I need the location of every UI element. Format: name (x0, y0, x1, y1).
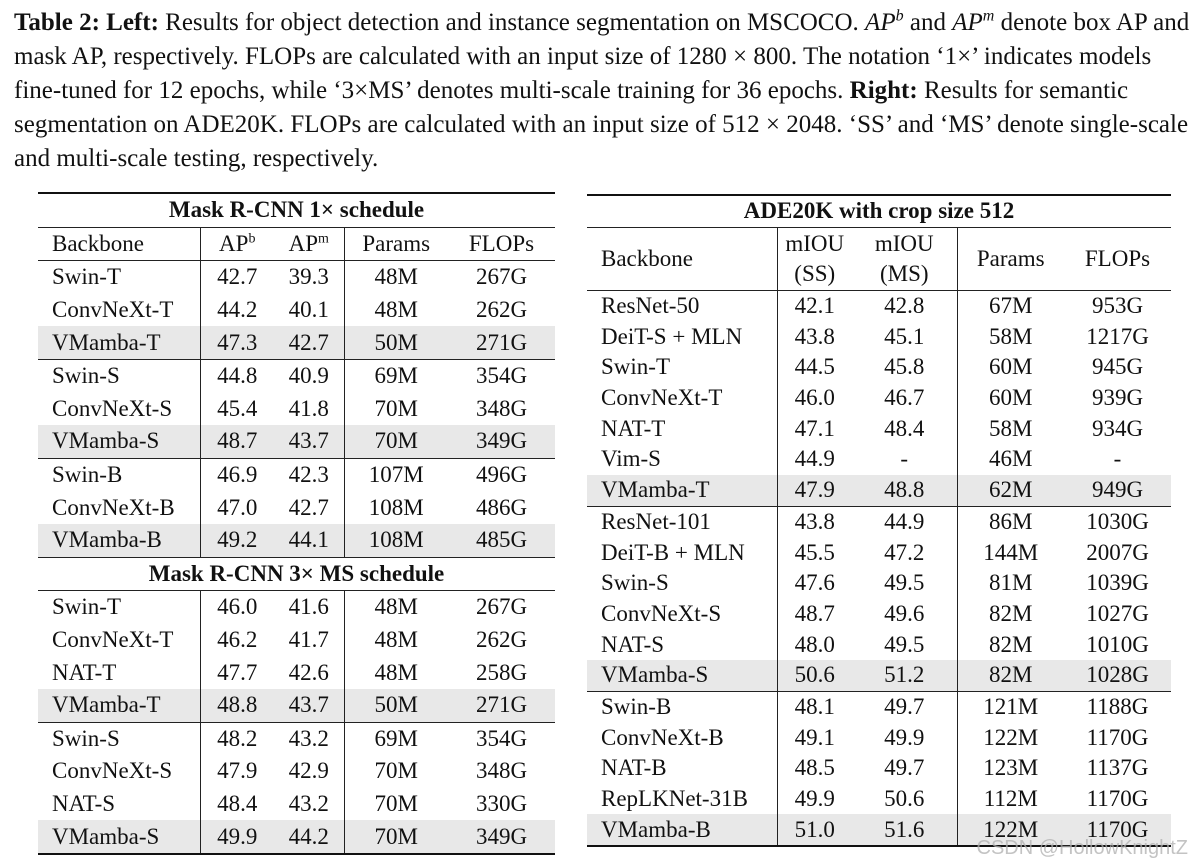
table-caption (14, 6, 1192, 176)
backbone-cell: NAT-S (587, 629, 777, 660)
value-cell: 49.5 (852, 568, 957, 599)
backbone-cell: ConvNeXt-T (38, 624, 200, 657)
value-cell: 348G (475, 395, 528, 421)
caption-left-label: Left: (106, 9, 159, 36)
value-cell: 46.2 (217, 627, 258, 653)
left-header-params: Params (344, 227, 448, 261)
value-cell: 49.7 (852, 753, 957, 784)
value-cell: 49.5 (852, 629, 957, 660)
backbone-cell: RepLKNet-31B (587, 784, 777, 815)
value-cell: 48.0 (794, 631, 835, 657)
ade20k-results-table (587, 194, 1171, 847)
value-cell: 1170G (1086, 786, 1149, 812)
caption-and: and (903, 9, 953, 36)
value-cell: 51.0 (777, 814, 852, 846)
left-header-apb: $AP^b$ (200, 227, 274, 261)
value-cell: 44.9 (852, 506, 957, 537)
value-cell: 45.5 (794, 539, 835, 565)
caption-segment-2: denote box AP and mask AP, respectively. FLOPs are calculated with an input size of 1280 × 800. The notation ‘1×’ indicates models fine-tuned for 12 epochs, while ‘3×MS’ denotes multi-scale training for 36 epochs. (14, 9, 1190, 104)
right-body (587, 290, 1171, 846)
value-cell: 43.7 (274, 689, 344, 722)
value-cell: 42.7 (274, 491, 344, 524)
value-cell: 44.1 (274, 524, 344, 557)
value-cell: 934G (1091, 415, 1144, 441)
left-title-1x: Mask R-CNN 1× schedule (38, 193, 555, 227)
value-cell: 271G (448, 326, 555, 359)
value-cell: 49.9 (794, 786, 835, 812)
value-cell: 46M (989, 446, 1033, 472)
backbone-cell: Swin-S (587, 568, 777, 599)
value-cell: 47.3 (200, 326, 274, 359)
value-cell: 348G (475, 758, 528, 784)
left-header-backbone: Backbone (38, 227, 200, 261)
backbone-cell: VMamba-B (587, 814, 777, 846)
value-cell: 42.7 (217, 264, 258, 290)
value-cell: 43.2 (274, 788, 344, 821)
backbone-cell: ConvNeXt-B (38, 491, 200, 524)
value-cell: 354G (448, 359, 555, 392)
value-cell: 112M (983, 786, 1038, 812)
value-cell: 48M (374, 264, 418, 290)
table-row (38, 425, 555, 458)
value-cell: 51.2 (852, 660, 957, 691)
value-cell: 267G (475, 264, 528, 290)
table-row (587, 629, 1171, 660)
value-cell: 39.3 (274, 261, 344, 294)
value-cell: 354G (448, 722, 555, 755)
value-cell: 47.1 (794, 415, 835, 441)
backbone-cell: ConvNeXt-T (587, 383, 777, 414)
right-header-miou-ms: mIOU (MS) (852, 227, 957, 290)
table-row (587, 413, 1171, 444)
table-row (38, 722, 555, 755)
caption-apb: $AP^b$ (865, 7, 904, 36)
value-cell: 122M (957, 814, 1064, 846)
table-row (38, 624, 555, 657)
table-row (587, 599, 1171, 630)
table-row (38, 393, 555, 426)
value-cell: 1030G (1064, 506, 1171, 537)
value-cell: 60M (989, 354, 1033, 380)
value-cell: 69M (344, 359, 448, 392)
backbone-cell: VMamba-S (38, 820, 200, 854)
table-row (38, 458, 555, 491)
value-cell: 47.0 (217, 494, 258, 520)
value-cell: 70M (344, 820, 448, 854)
backbone-cell: Swin-S (38, 722, 200, 755)
value-cell: 82M (957, 660, 1064, 691)
value-cell: 60M (989, 385, 1033, 411)
value-cell: 1170G (1086, 724, 1149, 750)
value-cell: 108M (344, 524, 448, 557)
table-row (587, 660, 1171, 691)
table-row (38, 326, 555, 359)
value-cell: 496G (448, 458, 555, 491)
value-cell: 48M (374, 297, 418, 323)
table-row (38, 524, 555, 557)
value-cell: 1137G (1086, 755, 1149, 781)
backbone-cell: VMamba-B (38, 524, 200, 557)
value-cell: 48.7 (200, 425, 274, 458)
value-cell: 48.7 (794, 600, 835, 626)
value-cell: 121M (957, 691, 1064, 722)
value-cell: 40.1 (274, 294, 344, 327)
value-cell: 49.2 (200, 524, 274, 557)
value-cell: 1010G (1086, 631, 1149, 657)
table-row (587, 568, 1171, 599)
backbone-cell: VMamba-T (38, 689, 200, 722)
value-cell: 1170G (1064, 814, 1171, 846)
caption-segment-1: Results for object detection and instance segmentation on MSCOCO. (158, 9, 866, 36)
table-row (38, 261, 555, 294)
value-cell: 50M (344, 326, 448, 359)
table-row (587, 290, 1171, 321)
value-cell: 41.8 (274, 393, 344, 426)
backbone-cell: Swin-T (38, 261, 200, 294)
value-cell: 49.9 (852, 722, 957, 753)
value-cell: 46.9 (200, 458, 274, 491)
backbone-cell: NAT-S (38, 788, 200, 821)
backbone-cell: ConvNeXt-S (587, 599, 777, 630)
left-body-3x (38, 591, 555, 854)
table-row (38, 491, 555, 524)
value-cell: 46.0 (794, 385, 835, 411)
value-cell: 50.6 (852, 784, 957, 815)
backbone-cell: ConvNeXt-S (38, 755, 200, 788)
value-cell: 953G (1091, 293, 1144, 319)
table-row (587, 444, 1171, 475)
value-cell: 43.8 (794, 323, 835, 349)
right-title: ADE20K with crop size 512 (587, 195, 1171, 227)
value-cell: 486G (475, 494, 528, 520)
value-cell: 267G (475, 594, 528, 620)
value-cell: 122M (983, 724, 1039, 750)
value-cell: 44.2 (217, 297, 258, 323)
value-cell: 49.9 (200, 820, 274, 854)
backbone-cell: NAT-B (587, 753, 777, 784)
backbone-cell: NAT-T (587, 413, 777, 444)
table-row (587, 691, 1171, 722)
table-row (38, 788, 555, 821)
value-cell: 349G (448, 820, 555, 854)
backbone-cell: Vim-S (587, 444, 777, 475)
value-cell: 51.6 (852, 814, 957, 846)
table-row (38, 294, 555, 327)
value-cell: 40.9 (274, 359, 344, 392)
backbone-cell: VMamba-S (587, 660, 777, 691)
value-cell: 262G (475, 627, 528, 653)
coco-results-table (38, 192, 555, 855)
value-cell: 50M (344, 689, 448, 722)
value-cell: 949G (1064, 475, 1171, 506)
value-cell: 47.6 (794, 570, 835, 596)
value-cell: 70M (374, 758, 418, 784)
left-header-apm: $AP^m$ (274, 227, 344, 261)
left-header-row (38, 227, 555, 261)
value-cell: 1188G (1064, 691, 1171, 722)
table-row (587, 352, 1171, 383)
backbone-cell: ResNet-50 (587, 290, 777, 321)
value-cell: 47.9 (777, 475, 852, 506)
value-cell: 1217G (1086, 323, 1149, 349)
value-cell: 62M (957, 475, 1064, 506)
value-cell: 47.7 (217, 659, 258, 685)
backbone-cell: Swin-S (38, 359, 200, 392)
value-cell: 1028G (1064, 660, 1171, 691)
value-cell: - (852, 444, 957, 475)
value-cell: 48.8 (200, 689, 274, 722)
backbone-cell: VMamba-S (38, 425, 200, 458)
value-cell: 81M (989, 570, 1033, 596)
table-row (38, 656, 555, 689)
caption-apm: $AP^m$ (952, 7, 995, 36)
caption-segment-3: Results for semantic segmentation on ADE20K. FLOPs are calculated with an input size of 512 × 2048. ‘SS’ and ‘MS’ denote single-scale and multi-scale testing, respectively. (14, 77, 1189, 172)
table-row (38, 689, 555, 722)
table-row (38, 755, 555, 788)
value-cell: 48M (374, 659, 418, 685)
value-cell: 47.2 (852, 537, 957, 568)
value-cell: 48.4 (217, 790, 258, 816)
value-cell: 48.8 (852, 475, 957, 506)
backbone-cell: Swin-B (587, 691, 777, 722)
value-cell: 44.9 (794, 446, 835, 472)
value-cell: 70M (344, 425, 448, 458)
value-cell: 107M (344, 458, 448, 491)
value-cell: 46.0 (217, 594, 258, 620)
value-cell: 42.7 (274, 326, 344, 359)
value-cell: 485G (448, 524, 555, 557)
value-cell: 70M (374, 395, 418, 421)
value-cell: 44.5 (794, 354, 835, 380)
left-title-3x: Mask R-CNN 3× MS schedule (38, 557, 555, 591)
value-cell: 41.7 (274, 624, 344, 657)
value-cell: 50.6 (777, 660, 852, 691)
value-cell: 44.8 (200, 359, 274, 392)
value-cell: 58M (989, 415, 1033, 441)
value-cell: 262G (475, 297, 528, 323)
backbone-cell: ConvNeXt-S (38, 393, 200, 426)
left-body-1x (38, 261, 555, 557)
value-cell: 43.2 (274, 722, 344, 755)
table-row (587, 537, 1171, 568)
value-cell: 49.6 (852, 599, 957, 630)
caption-label: Table 2: (14, 9, 100, 36)
table-row (587, 784, 1171, 815)
backbone-cell: Swin-B (38, 458, 200, 491)
value-cell: 49.1 (794, 724, 835, 750)
value-cell: 46.7 (852, 383, 957, 414)
value-cell: 1027G (1086, 600, 1149, 626)
value-cell: 67M (989, 293, 1033, 319)
value-cell: 48.2 (200, 722, 274, 755)
value-cell: 82M (989, 631, 1033, 657)
right-header-params: Params (957, 227, 1064, 290)
table-row (38, 359, 555, 392)
value-cell: 41.6 (274, 591, 344, 624)
value-cell: 1039G (1086, 570, 1149, 596)
value-cell: 45.4 (217, 395, 258, 421)
table-row (587, 475, 1171, 506)
value-cell: 271G (448, 689, 555, 722)
value-cell: 48.4 (852, 413, 957, 444)
caption-right-label: Right: (849, 77, 918, 104)
value-cell: 42.3 (274, 458, 344, 491)
right-header-backbone: Backbone (587, 227, 777, 290)
value-cell: 48.5 (794, 755, 835, 781)
backbone-cell: Swin-T (587, 352, 777, 383)
value-cell: 47.9 (217, 758, 258, 784)
value-cell: 939G (1091, 385, 1144, 411)
right-header-miou-ss: mIOU (SS) (777, 227, 852, 290)
value-cell: 86M (957, 506, 1064, 537)
value-cell: 45.8 (852, 352, 957, 383)
backbone-cell: DeiT-S + MLN (587, 321, 777, 352)
value-cell: 144M (983, 539, 1039, 565)
value-cell: 43.8 (777, 506, 852, 537)
value-cell: 2007G (1086, 539, 1149, 565)
value-cell: 330G (475, 790, 528, 816)
value-cell: 43.7 (274, 425, 344, 458)
backbone-cell: DeiT-B + MLN (587, 537, 777, 568)
backbone-cell: VMamba-T (587, 475, 777, 506)
value-cell: 49.7 (852, 691, 957, 722)
value-cell: 48M (374, 627, 418, 653)
value-cell: 42.6 (274, 656, 344, 689)
value-cell: 42.1 (794, 293, 835, 319)
backbone-cell: Swin-T (38, 591, 200, 624)
value-cell: 45.1 (852, 321, 957, 352)
value-cell: - (1113, 446, 1122, 472)
table-row (38, 820, 555, 854)
table-row (587, 753, 1171, 784)
value-cell: 42.8 (852, 290, 957, 321)
table-row (587, 383, 1171, 414)
table-row (587, 722, 1171, 753)
value-cell: 123M (983, 755, 1039, 781)
value-cell: 58M (989, 323, 1033, 349)
value-cell: 82M (989, 600, 1033, 626)
value-cell: 258G (475, 659, 528, 685)
watermark: CSDN @HollowKnightZ (976, 837, 1188, 859)
value-cell: 44.2 (274, 820, 344, 854)
table-row (587, 506, 1171, 537)
right-header-flops: FLOPs (1064, 227, 1171, 290)
backbone-cell: NAT-T (38, 656, 200, 689)
right-header-row (587, 227, 1171, 290)
left-header-flops: FLOPs (448, 227, 555, 261)
value-cell: 349G (448, 425, 555, 458)
table-row (587, 321, 1171, 352)
value-cell: 48M (374, 594, 418, 620)
backbone-cell: ResNet-101 (587, 506, 777, 537)
value-cell: 42.9 (274, 755, 344, 788)
value-cell: 69M (344, 722, 448, 755)
table-row (38, 591, 555, 624)
backbone-cell: ConvNeXt-T (38, 294, 200, 327)
value-cell: 945G (1091, 354, 1144, 380)
value-cell: 48.1 (777, 691, 852, 722)
backbone-cell: ConvNeXt-B (587, 722, 777, 753)
backbone-cell: VMamba-T (38, 326, 200, 359)
value-cell: 70M (374, 790, 418, 816)
value-cell: 108M (368, 494, 424, 520)
